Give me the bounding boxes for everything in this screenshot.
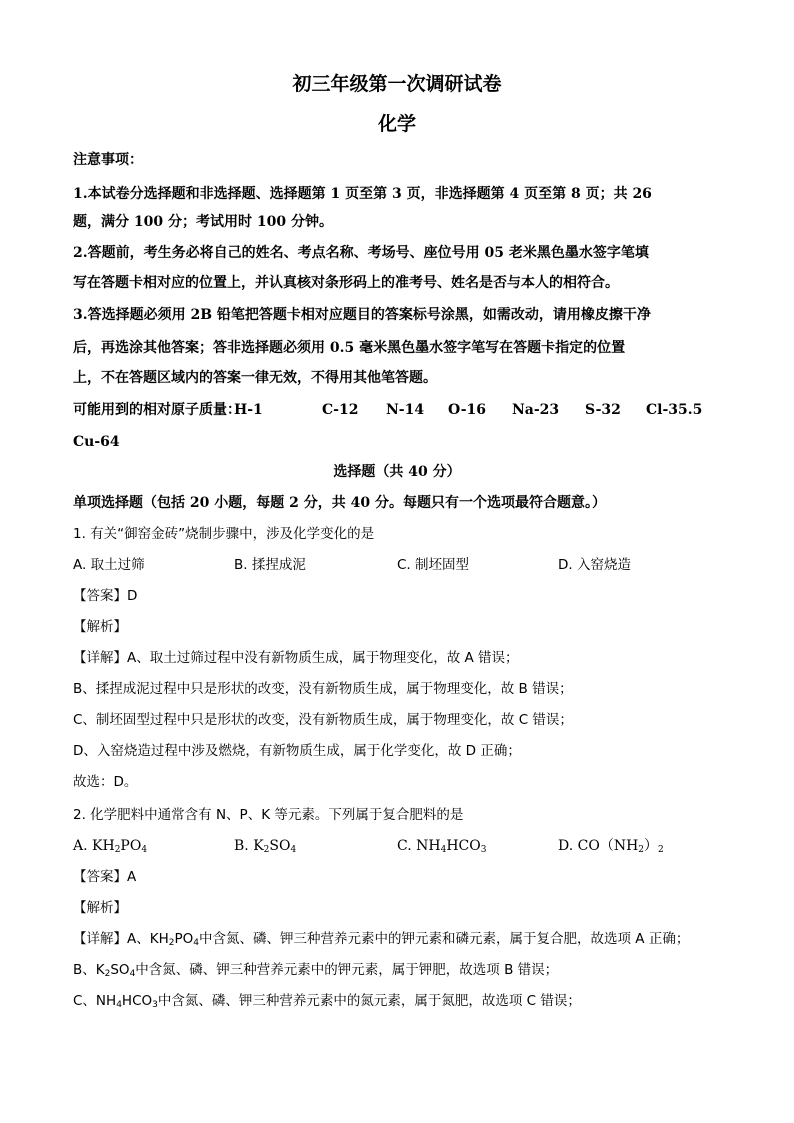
notice-line-7: 上，不在答题区域内的答案一律无效，不得用其他笔答题。 <box>73 370 437 386</box>
notice-line-4: 写在答题卡相对应的位置上，并认真核对条形码上的准考号、姓名是否与本人的相符合。 <box>73 275 619 291</box>
q2-detail-2: B、$K_2SO_4$中含氮、磷、钾三种营养元素中的钾元素，属于钾肥，故选项 B 错误； <box>73 962 559 979</box>
q2-option-b: B. $K_2SO_4$ <box>234 838 297 855</box>
q1-detail-3: C、制坯固型过程中只是形状的改变，没有新物质生成，属于物理变化，故 C 错误； <box>73 712 573 728</box>
q1-option-d: D. 入窑烧造 <box>558 557 631 573</box>
notice-line-6: 后，再选涂其他答案；答非选择题必须用 0.5 毫米黑色墨水签字笔写在答题卡指定的位置 <box>73 340 626 356</box>
q1-option-a: A. 取土过筛 <box>73 557 145 573</box>
atomic-mass-c: C-12 <box>322 402 359 418</box>
exam-title: 初三年级第一次调研试卷 <box>292 73 502 95</box>
q2-answer: 【答案】A <box>73 869 137 885</box>
q1-detail-5: 故选：D。 <box>73 774 138 790</box>
notice-heading: 注意事项： <box>73 152 143 168</box>
atomic-mass-h: H-1 <box>234 402 263 418</box>
subject-title: 化学 <box>377 113 416 135</box>
atomic-mass-cu: Cu-64 <box>73 434 120 450</box>
notice-line-2: 题，满分 100 分；考试用时 100 分钟。 <box>73 214 333 230</box>
q1-analysis: 【解析】 <box>73 619 127 635</box>
notice-line-5: 3.答选择题必须用 2B 铅笔把答题卡相对应题目的答案标号涂黑，如需改动，请用橡皮擦干净 <box>73 307 651 323</box>
section-title: 选择题（共 40 分） <box>333 464 461 480</box>
q2-analysis: 【解析】 <box>73 900 127 916</box>
q2-option-d: D. $CO(NH_2)_2$ <box>558 838 664 855</box>
atomic-mass-o: O-16 <box>448 402 487 418</box>
q1-option-c: C. 制坯固型 <box>397 557 470 573</box>
q1-stem: 1. 有关“御窑金砖”烧制步骤中，涉及化学变化的是 <box>73 526 375 542</box>
q1-answer: 【答案】D <box>73 588 138 604</box>
q1-detail-1: 【详解】A、取土过筛过程中没有新物质生成，属于物理变化，故 A 错误； <box>73 650 519 666</box>
section-instruction: 单项选择题（包括 20 小题，每题 2 分，共 40 分。每题只有一个选项最符合题意。） <box>73 495 606 511</box>
q2-stem: 2. 化学肥料中通常含有 N、P、K 等元素。下列属于复合肥料的是 <box>73 807 464 823</box>
q2-detail-3: C、$NH_4HCO_3$中含氮、磷、钾三种营养元素中的氮元素，属于氮肥，故选项 C 错误； <box>73 993 581 1010</box>
atomic-mass-na: Na-23 <box>512 402 560 418</box>
notice-line-3: 2.答题前，考生务必将自己的姓名、考点名称、考场号、座位号用 05 老米黑色墨水签字笔填 <box>73 245 649 261</box>
q2-detail-1: 【详解】A、$KH_2PO_4$中含氮、磷、钾三种营养元素中的钾元素和磷元素，属于复合肥，故选项 A 正确； <box>73 931 690 948</box>
q1-detail-4: D、入窑烧造过程中涉及燃烧，有新物质生成，属于化学变化，故 D 正确； <box>73 743 521 759</box>
atomic-mass-cl: Cl-35.5 <box>646 402 703 418</box>
atomic-mass-label: 可能用到的相对原子质量： <box>73 402 241 418</box>
atomic-mass-s: S-32 <box>585 402 621 418</box>
notice-line-1: 1.本试卷分选择题和非选择题、选择题第 1 页至第 3 页，非选择题第 4 页至第 8 页；共 26 <box>73 186 652 202</box>
q2-option-c: C. $NH_4HCO_3$ <box>397 838 487 855</box>
q1-detail-2: B、揉捏成泥过程中只是形状的改变，没有新物质生成，属于物理变化，故 B 错误； <box>73 681 573 697</box>
q1-option-b: B. 揉捏成泥 <box>234 557 306 573</box>
q2-option-a: A. $KH_2PO_4$ <box>73 838 148 855</box>
atomic-mass-n: N-14 <box>386 402 425 418</box>
